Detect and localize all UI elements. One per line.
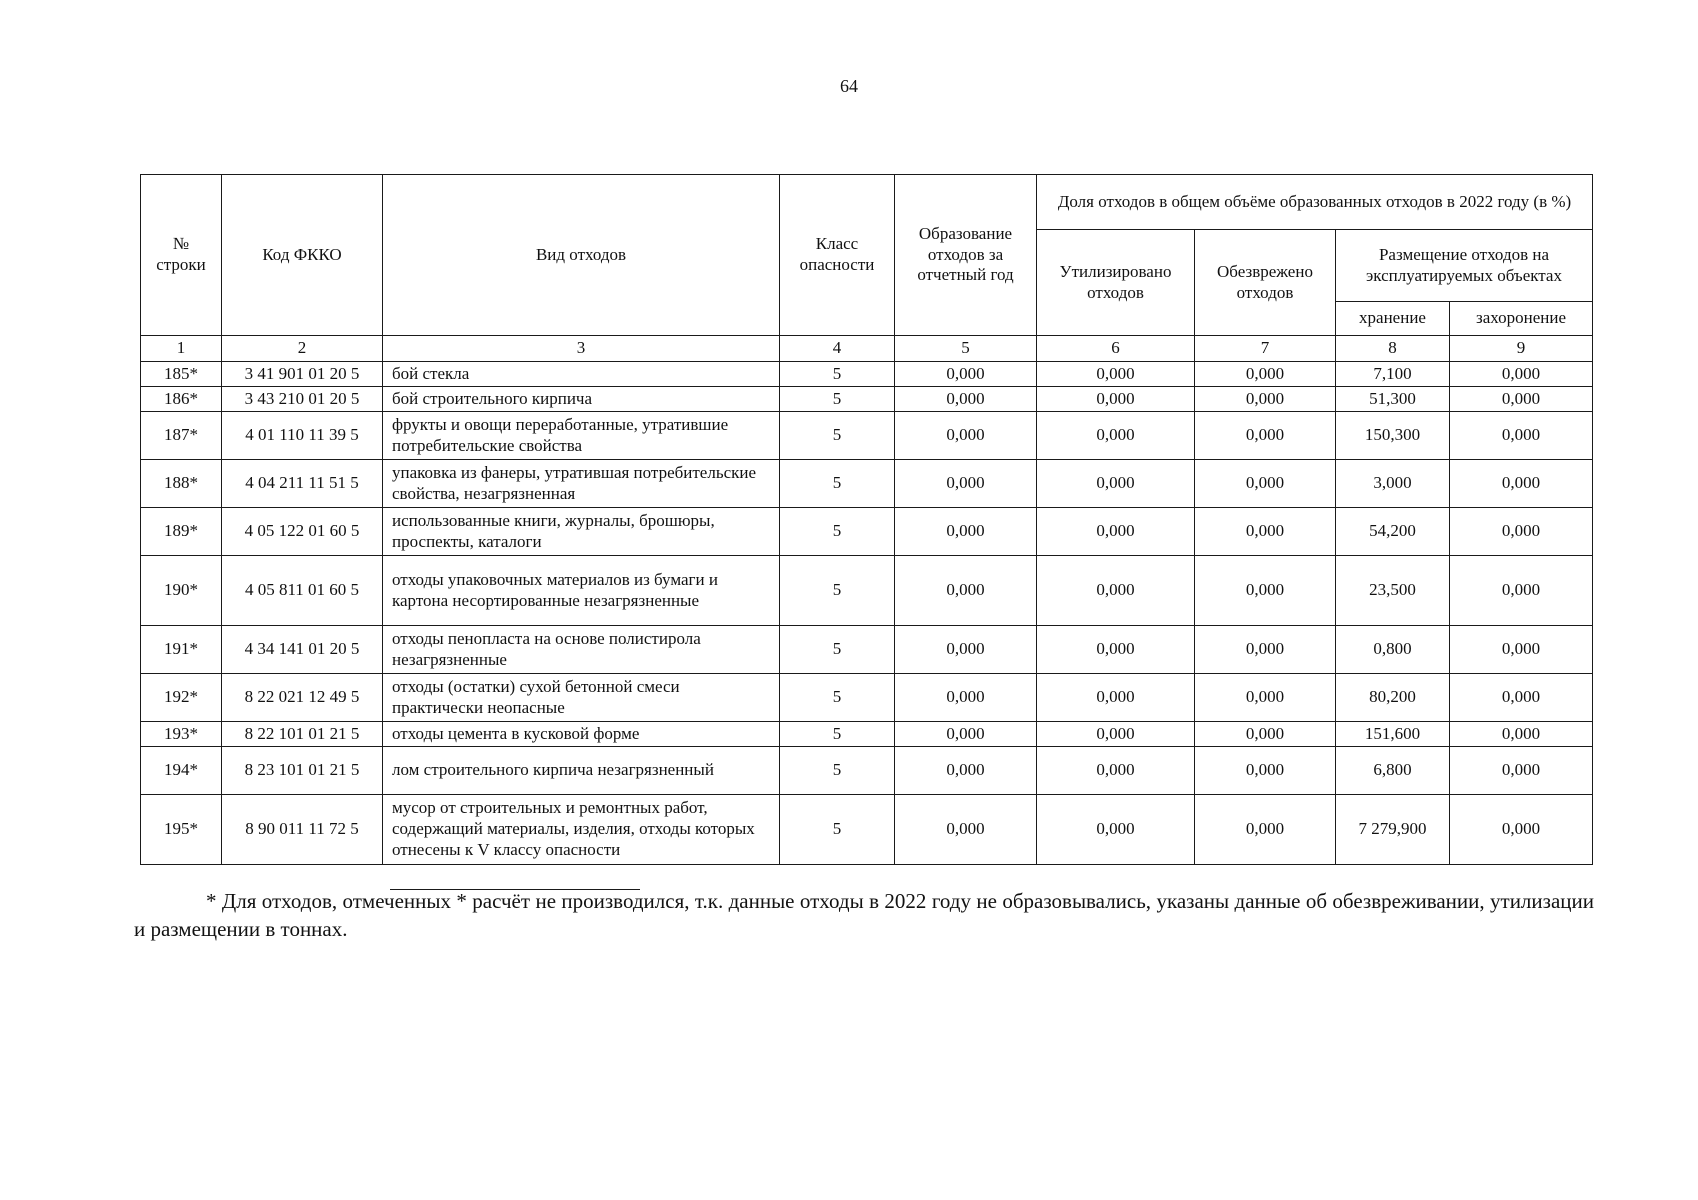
table-row: [141, 722, 1593, 747]
utilized-value: 0,000: [1037, 556, 1195, 626]
utilized-value: 0,000: [1037, 795, 1195, 865]
row-number: 191*: [141, 626, 222, 674]
table-row: [141, 460, 1593, 508]
waste-name: бой строительного кирпича: [383, 387, 780, 412]
generation-value: 0,000: [895, 508, 1037, 556]
neutralized-value: 0,000: [1195, 362, 1336, 387]
column-number: 1: [141, 336, 222, 362]
waste-name: отходы пенопласта на основе полистирола незагрязненные: [383, 626, 780, 674]
fkko-code: 4 34 141 01 20 5: [222, 626, 383, 674]
column-number: 3: [383, 336, 780, 362]
utilized-value: 0,000: [1037, 674, 1195, 722]
storage-value: 7,100: [1336, 362, 1450, 387]
burial-value: 0,000: [1450, 362, 1593, 387]
generation-value: 0,000: [895, 747, 1037, 795]
table-row: [141, 362, 1593, 387]
utilized-value: 0,000: [1037, 387, 1195, 412]
header-neutralized: Обезврежено отходов: [1195, 230, 1336, 336]
storage-value: 80,200: [1336, 674, 1450, 722]
hazard-class: 5: [780, 362, 895, 387]
fkko-code: 8 90 011 11 72 5: [222, 795, 383, 865]
storage-value: 3,000: [1336, 460, 1450, 508]
storage-value: 150,300: [1336, 412, 1450, 460]
column-number: 7: [1195, 336, 1336, 362]
footnote-text: * Для отходов, отмеченных * расчёт не производился, т.к. данные отходы в 2022 году не образовывались, указаны данные об обезвреживании, утилизации и размещении в тоннах.: [134, 889, 1594, 941]
generation-value: 0,000: [895, 626, 1037, 674]
burial-value: 0,000: [1450, 460, 1593, 508]
generation-value: 0,000: [895, 362, 1037, 387]
burial-value: 0,000: [1450, 412, 1593, 460]
waste-name: мусор от строительных и ремонтных работ, содержащий материалы, изделия, отходы которых отнесены к V классу опасности: [383, 795, 780, 865]
burial-value: 0,000: [1450, 674, 1593, 722]
generation-value: 0,000: [895, 460, 1037, 508]
burial-value: 0,000: [1450, 795, 1593, 865]
fkko-code: 4 04 211 11 51 5: [222, 460, 383, 508]
header-burial: захоронение: [1450, 302, 1593, 336]
generation-value: 0,000: [895, 795, 1037, 865]
generation-value: 0,000: [895, 387, 1037, 412]
hazard-class: 5: [780, 460, 895, 508]
neutralized-value: 0,000: [1195, 460, 1336, 508]
generation-value: 0,000: [895, 722, 1037, 747]
table-row: [141, 508, 1593, 556]
table-row: [141, 412, 1593, 460]
header-storage: хранение: [1336, 302, 1450, 336]
neutralized-value: 0,000: [1195, 412, 1336, 460]
header-share-group: Доля отходов в общем объёме образованных отходов в 2022 году (в %): [1037, 175, 1593, 230]
hazard-class: 5: [780, 626, 895, 674]
fkko-code: 8 23 101 01 21 5: [222, 747, 383, 795]
column-number: 4: [780, 336, 895, 362]
column-number: 6: [1037, 336, 1195, 362]
waste-name: бой стекла: [383, 362, 780, 387]
storage-value: 151,600: [1336, 722, 1450, 747]
utilized-value: 0,000: [1037, 362, 1195, 387]
row-number: 185*: [141, 362, 222, 387]
waste-name: лом строительного кирпича незагрязненный: [383, 747, 780, 795]
burial-value: 0,000: [1450, 387, 1593, 412]
table-row: [141, 556, 1593, 626]
header-hazard-class: Класс опасности: [780, 175, 895, 336]
table-row: [141, 387, 1593, 412]
row-number: 186*: [141, 387, 222, 412]
storage-value: 7 279,900: [1336, 795, 1450, 865]
hazard-class: 5: [780, 556, 895, 626]
column-number: 9: [1450, 336, 1593, 362]
hazard-class: 5: [780, 722, 895, 747]
row-number: 194*: [141, 747, 222, 795]
neutralized-value: 0,000: [1195, 795, 1336, 865]
generation-value: 0,000: [895, 556, 1037, 626]
fkko-code: 4 05 122 01 60 5: [222, 508, 383, 556]
table-row: [141, 795, 1593, 865]
table-row: [141, 747, 1593, 795]
table-row: [141, 674, 1593, 722]
page-number: 64: [840, 76, 858, 96]
waste-table: [140, 174, 1593, 865]
waste-name: отходы (остатки) сухой бетонной смеси практически неопасные: [383, 674, 780, 722]
burial-value: 0,000: [1450, 626, 1593, 674]
row-number: 193*: [141, 722, 222, 747]
fkko-code: 4 01 110 11 39 5: [222, 412, 383, 460]
row-number: 195*: [141, 795, 222, 865]
header-fkko-code: Код ФККО: [222, 175, 383, 336]
burial-value: 0,000: [1450, 722, 1593, 747]
header-utilized: Утилизировано отходов: [1037, 230, 1195, 336]
waste-name: отходы упаковочных материалов из бумаги и картона несортированные незагрязненные: [383, 556, 780, 626]
storage-value: 51,300: [1336, 387, 1450, 412]
storage-value: 54,200: [1336, 508, 1450, 556]
header-row-number: № строки: [141, 175, 222, 336]
footnote: [134, 888, 1594, 943]
waste-name: упаковка из фанеры, утратившая потребительские свойства, незагрязненная: [383, 460, 780, 508]
burial-value: 0,000: [1450, 556, 1593, 626]
neutralized-value: 0,000: [1195, 674, 1336, 722]
fkko-code: 8 22 021 12 49 5: [222, 674, 383, 722]
hazard-class: 5: [780, 795, 895, 865]
storage-value: 23,500: [1336, 556, 1450, 626]
waste-name: отходы цемента в кусковой форме: [383, 722, 780, 747]
hazard-class: 5: [780, 508, 895, 556]
row-number: 187*: [141, 412, 222, 460]
row-number: 188*: [141, 460, 222, 508]
header-placement-group: Размещение отходов на эксплуатируемых объектах: [1336, 230, 1593, 302]
neutralized-value: 0,000: [1195, 556, 1336, 626]
utilized-value: 0,000: [1037, 747, 1195, 795]
column-number: 2: [222, 336, 383, 362]
header-waste-type: Вид отходов: [383, 175, 780, 336]
neutralized-value: 0,000: [1195, 747, 1336, 795]
storage-value: 0,800: [1336, 626, 1450, 674]
hazard-class: 5: [780, 674, 895, 722]
generation-value: 0,000: [895, 674, 1037, 722]
row-number: 192*: [141, 674, 222, 722]
fkko-code: 8 22 101 01 21 5: [222, 722, 383, 747]
table-row: [141, 626, 1593, 674]
generation-value: 0,000: [895, 412, 1037, 460]
neutralized-value: 0,000: [1195, 722, 1336, 747]
column-number: 8: [1336, 336, 1450, 362]
neutralized-value: 0,000: [1195, 387, 1336, 412]
utilized-value: 0,000: [1037, 460, 1195, 508]
hazard-class: 5: [780, 412, 895, 460]
header-generation: Образование отходов за отчетный год: [895, 175, 1037, 336]
column-number: 5: [895, 336, 1037, 362]
burial-value: 0,000: [1450, 747, 1593, 795]
row-number: 190*: [141, 556, 222, 626]
row-number: 189*: [141, 508, 222, 556]
column-number-row: [141, 336, 1593, 362]
waste-name: фрукты и овощи переработанные, утратившие потребительские свойства: [383, 412, 780, 460]
utilized-value: 0,000: [1037, 722, 1195, 747]
hazard-class: 5: [780, 747, 895, 795]
utilized-value: 0,000: [1037, 412, 1195, 460]
hazard-class: 5: [780, 387, 895, 412]
burial-value: 0,000: [1450, 508, 1593, 556]
neutralized-value: 0,000: [1195, 508, 1336, 556]
utilized-value: 0,000: [1037, 626, 1195, 674]
storage-value: 6,800: [1336, 747, 1450, 795]
waste-name: использованные книги, журналы, брошюры, проспекты, каталоги: [383, 508, 780, 556]
fkko-code: 3 41 901 01 20 5: [222, 362, 383, 387]
neutralized-value: 0,000: [1195, 626, 1336, 674]
fkko-code: 4 05 811 01 60 5: [222, 556, 383, 626]
utilized-value: 0,000: [1037, 508, 1195, 556]
fkko-code: 3 43 210 01 20 5: [222, 387, 383, 412]
